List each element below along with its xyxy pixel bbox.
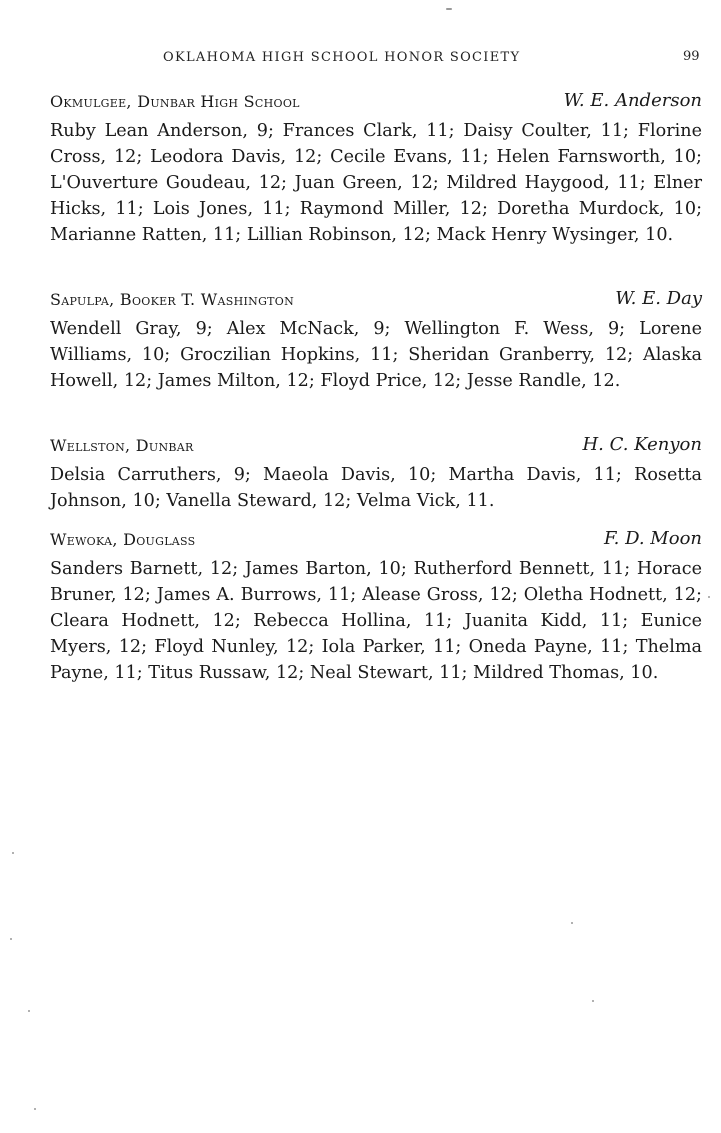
- scan-speck: [34, 1108, 36, 1110]
- scan-speck: [571, 922, 573, 924]
- scan-speck: [12, 852, 14, 854]
- section-heading: [50, 290, 702, 316]
- section-heading: [50, 92, 702, 118]
- scan-speck: [708, 596, 710, 598]
- scan-speck: [446, 8, 452, 10]
- page-number: 99: [683, 49, 700, 64]
- running-head: [0, 48, 721, 72]
- scan-speck: [28, 1010, 30, 1012]
- school-name: Okmulgee, Dunbar High School: [50, 92, 300, 111]
- member-list: Sanders Barnett, 12; James Barton, 10; Rutherford Bennett, 11; Horace Bruner, 12; James A. Burrows, 11; Alease Gross, 12; Oletha Hodnett, 12; Cleara Hodnett, 12; Rebecca Hollina, 11; Juanita Kidd, 11; Eunice Myers, 12; Floyd Nunley, 12; Iola Parker, 11; Oneda Payne, 11; Thelma Payne, 11; Titus Russaw, 12; Neal Stewart, 11; Mildred Thomas, 10.: [50, 559, 702, 683]
- scan-speck: [10, 938, 12, 940]
- sponsor-name: F. D. Moon: [603, 528, 702, 549]
- school-name: Sapulpa, Booker T. Washington: [50, 290, 295, 309]
- scan-speck: [592, 1000, 594, 1002]
- school-section-wellston: [50, 436, 702, 514]
- sponsor-name: W. E. Anderson: [563, 90, 702, 111]
- member-list: Ruby Lean Anderson, 9; Frances Clark, 11; Daisy Coulter, 11; Florine Cross, 12; Leodora Davis, 12; Cecile Evans, 11; Helen Farnsworth, 10; L'Ouverture Goudeau, 12; Juan Green, 12; Mildred Haygood, 11; Elner Hicks, 11; Lois Jones, 11; Raymond Miller, 12; Doretha Murdock, 10; Marianne Ratten, 11; Lillian Robinson, 12; Mack Henry Wysinger, 10.: [50, 121, 702, 245]
- member-list: Delsia Carruthers, 9; Maeola Davis, 10; Martha Davis, 11; Rosetta Johnson, 10; Vanella Steward, 12; Velma Vick, 11.: [50, 465, 702, 511]
- sponsor-name: H. C. Kenyon: [582, 434, 702, 455]
- member-list: Wendell Gray, 9; Alex McNack, 9; Wellington F. Wess, 9; Lorene Williams, 10; Groczilian Hopkins, 11; Sheridan Granberry, 12; Alaska Howell, 12; James Milton, 12; Floyd Price, 12; Jesse Randle, 12.: [50, 319, 702, 391]
- sponsor-name: W. E. Day: [615, 288, 702, 309]
- school-name: Wewoka, Douglass: [50, 530, 196, 549]
- school-section-sapulpa: [50, 290, 702, 394]
- school-section-okmulgee: [50, 92, 702, 248]
- running-title: OKLAHOMA HIGH SCHOOL HONOR SOCIETY: [163, 50, 521, 65]
- section-heading: [50, 530, 702, 556]
- school-name: Wellston, Dunbar: [50, 436, 194, 455]
- school-section-wewoka: [50, 530, 702, 686]
- section-heading: [50, 436, 702, 462]
